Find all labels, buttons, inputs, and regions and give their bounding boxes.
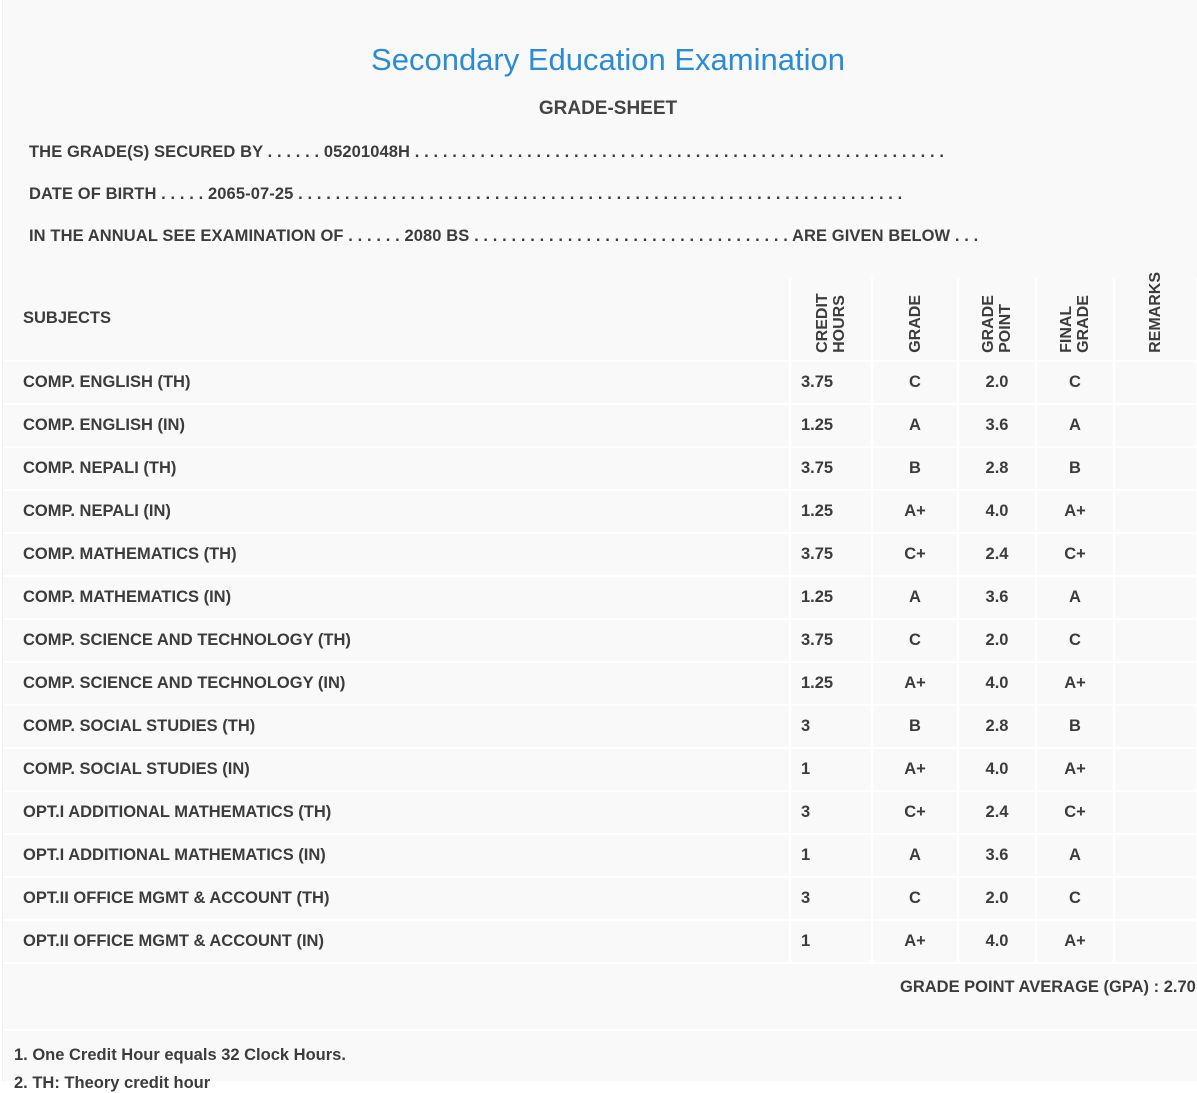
header-grade: GRADE bbox=[872, 278, 958, 361]
table-row bbox=[3, 748, 1197, 791]
subject-cell: COMP. NEPALI (IN) bbox=[3, 490, 790, 533]
final-grade-cell: C bbox=[1036, 361, 1114, 404]
grade-point-cell: 2.8 bbox=[958, 447, 1036, 490]
table-row bbox=[3, 877, 1197, 920]
table-row bbox=[3, 662, 1197, 705]
credit-hours-cell: 1 bbox=[790, 834, 872, 877]
grade-point-cell: 4.0 bbox=[958, 748, 1036, 791]
credit-hours-cell: 1.25 bbox=[790, 662, 872, 705]
remarks-cell bbox=[1114, 533, 1197, 576]
gpa-row bbox=[3, 945, 1197, 1031]
table-row bbox=[3, 576, 1197, 619]
grade-point-cell: 3.6 bbox=[958, 404, 1036, 447]
header-subjects: SUBJECTS bbox=[3, 278, 790, 361]
final-grade-cell: A+ bbox=[1036, 490, 1114, 533]
remarks-cell bbox=[1114, 361, 1197, 404]
exam-line: IN THE ANNUAL SEE EXAMINATION OF . . . . . . 2080 BS . . . . . . . . . . . . . . . . . . . . . . . . . . . . . . . . . . ARE GIVEN BELOW . . . bbox=[29, 227, 979, 245]
remarks-cell bbox=[1114, 619, 1197, 662]
subject-cell: OPT.II OFFICE MGMT & ACCOUNT (IN) bbox=[3, 920, 790, 963]
credit-hours-cell: 1.25 bbox=[790, 404, 872, 447]
grade-point-cell: 4.0 bbox=[958, 490, 1036, 533]
remarks-cell bbox=[1114, 404, 1197, 447]
grade-point-cell: 4.0 bbox=[958, 662, 1036, 705]
credit-hours-cell: 3.75 bbox=[790, 619, 872, 662]
header-remarks: REMARKS bbox=[1114, 278, 1197, 361]
grade-cell: B bbox=[872, 447, 958, 490]
grades-table bbox=[3, 272, 1197, 964]
grade-cell: A+ bbox=[872, 920, 958, 963]
grade-point-cell: 2.0 bbox=[958, 619, 1036, 662]
subject-cell: COMP. SCIENCE AND TECHNOLOGY (IN) bbox=[3, 662, 790, 705]
remarks-cell bbox=[1114, 576, 1197, 619]
secured-by-line: THE GRADE(S) SECURED BY . . . . . . 05201048H . . . . . . . . . . . . . . . . . . . . . . . . . . . . . . . . . . . . . . . . . . . . . . . . . . . . . . . . . bbox=[29, 143, 945, 161]
grade-cell: A+ bbox=[872, 748, 958, 791]
final-grade-cell: C+ bbox=[1036, 791, 1114, 834]
credit-hours-cell: 3 bbox=[790, 705, 872, 748]
subject-cell: COMP. SOCIAL STUDIES (IN) bbox=[3, 748, 790, 791]
grade-cell: A bbox=[872, 404, 958, 447]
final-grade-cell: A bbox=[1036, 834, 1114, 877]
final-grade-cell: A+ bbox=[1036, 920, 1114, 963]
page-subtitle: GRADE-SHEET bbox=[538, 98, 678, 119]
subject-cell: COMP. MATHEMATICS (IN) bbox=[3, 576, 790, 619]
credit-hours-cell: 1.25 bbox=[790, 490, 872, 533]
table-row bbox=[3, 533, 1197, 576]
final-grade-cell: C+ bbox=[1036, 533, 1114, 576]
table-row bbox=[3, 490, 1197, 533]
note-1: 1. One Credit Hour equals 32 Clock Hours. bbox=[14, 1046, 346, 1064]
grade-cell: C bbox=[872, 361, 958, 404]
credit-hours-cell: 1 bbox=[790, 748, 872, 791]
grade-point-cell: 2.8 bbox=[958, 705, 1036, 748]
remarks-cell bbox=[1114, 834, 1197, 877]
table-row bbox=[3, 834, 1197, 877]
final-grade-cell: A+ bbox=[1036, 662, 1114, 705]
header-credit-hours: CREDIT HOURS bbox=[790, 278, 872, 361]
subject-cell: COMP. ENGLISH (TH) bbox=[3, 361, 790, 404]
grade-cell: A+ bbox=[872, 662, 958, 705]
final-grade-cell: A bbox=[1036, 404, 1114, 447]
subject-cell: OPT.II OFFICE MGMT & ACCOUNT (TH) bbox=[3, 877, 790, 920]
final-grade-cell: B bbox=[1036, 705, 1114, 748]
grade-point-cell: 2.4 bbox=[958, 533, 1036, 576]
remarks-cell bbox=[1114, 705, 1197, 748]
grade-cell: A bbox=[872, 576, 958, 619]
grade-point-cell: 2.4 bbox=[958, 791, 1036, 834]
header-final-grade: FINAL GRADE bbox=[1036, 278, 1114, 361]
gpa-value: GRADE POINT AVERAGE (GPA) : 2.70 bbox=[900, 978, 1196, 996]
grade-sheet bbox=[2, 0, 1197, 1092]
grade-point-cell: 2.0 bbox=[958, 877, 1036, 920]
final-grade-cell: C bbox=[1036, 877, 1114, 920]
remarks-cell bbox=[1114, 447, 1197, 490]
grade-cell: C+ bbox=[872, 791, 958, 834]
table-row bbox=[3, 404, 1197, 447]
table-header-row bbox=[3, 278, 1197, 361]
grade-point-cell: 3.6 bbox=[958, 576, 1036, 619]
subject-cell: OPT.I ADDITIONAL MATHEMATICS (TH) bbox=[3, 791, 790, 834]
final-grade-cell: A+ bbox=[1036, 748, 1114, 791]
final-grade-cell: A bbox=[1036, 576, 1114, 619]
credit-hours-cell: 1 bbox=[790, 920, 872, 963]
table-row bbox=[3, 619, 1197, 662]
subject-cell: COMP. MATHEMATICS (TH) bbox=[3, 533, 790, 576]
table-row bbox=[3, 791, 1197, 834]
credit-hours-cell: 1.25 bbox=[790, 576, 872, 619]
grade-point-cell: 3.6 bbox=[958, 834, 1036, 877]
final-grade-cell: B bbox=[1036, 447, 1114, 490]
header-grade-point: GRADE POINT bbox=[958, 278, 1036, 361]
grade-cell: C+ bbox=[872, 533, 958, 576]
credit-hours-cell: 3 bbox=[790, 791, 872, 834]
remarks-cell bbox=[1114, 490, 1197, 533]
remarks-cell bbox=[1114, 662, 1197, 705]
subject-cell: COMP. SOCIAL STUDIES (TH) bbox=[3, 705, 790, 748]
table-row bbox=[3, 447, 1197, 490]
grade-point-cell: 2.0 bbox=[958, 361, 1036, 404]
subject-cell: COMP. NEPALI (TH) bbox=[3, 447, 790, 490]
grade-cell: C bbox=[872, 619, 958, 662]
credit-hours-cell: 3 bbox=[790, 877, 872, 920]
table-row bbox=[3, 361, 1197, 404]
final-grade-cell: C bbox=[1036, 619, 1114, 662]
grade-cell: A bbox=[872, 834, 958, 877]
grade-point-cell: 4.0 bbox=[958, 920, 1036, 963]
grade-cell: B bbox=[872, 705, 958, 748]
page-title: Secondary Education Examination bbox=[371, 42, 845, 77]
remarks-cell bbox=[1114, 877, 1197, 920]
subject-cell: COMP. SCIENCE AND TECHNOLOGY (TH) bbox=[3, 619, 790, 662]
subject-cell: COMP. ENGLISH (IN) bbox=[3, 404, 790, 447]
note-2: 2. TH: Theory credit hour bbox=[14, 1074, 211, 1092]
remarks-cell bbox=[1114, 791, 1197, 834]
table-row bbox=[3, 705, 1197, 748]
dob-line: DATE OF BIRTH . . . . . 2065-07-25 . . . . . . . . . . . . . . . . . . . . . . . . . . . . . . . . . . . . . . . . . . . . . . . . . . . . . . . . . . . . . . . . . bbox=[29, 185, 903, 203]
credit-hours-cell: 3.75 bbox=[790, 447, 872, 490]
remarks-cell bbox=[1114, 748, 1197, 791]
credit-hours-cell: 3.75 bbox=[790, 361, 872, 404]
grade-cell: A+ bbox=[872, 490, 958, 533]
credit-hours-cell: 3.75 bbox=[790, 533, 872, 576]
grade-cell: C bbox=[872, 877, 958, 920]
subject-cell: OPT.I ADDITIONAL MATHEMATICS (IN) bbox=[3, 834, 790, 877]
